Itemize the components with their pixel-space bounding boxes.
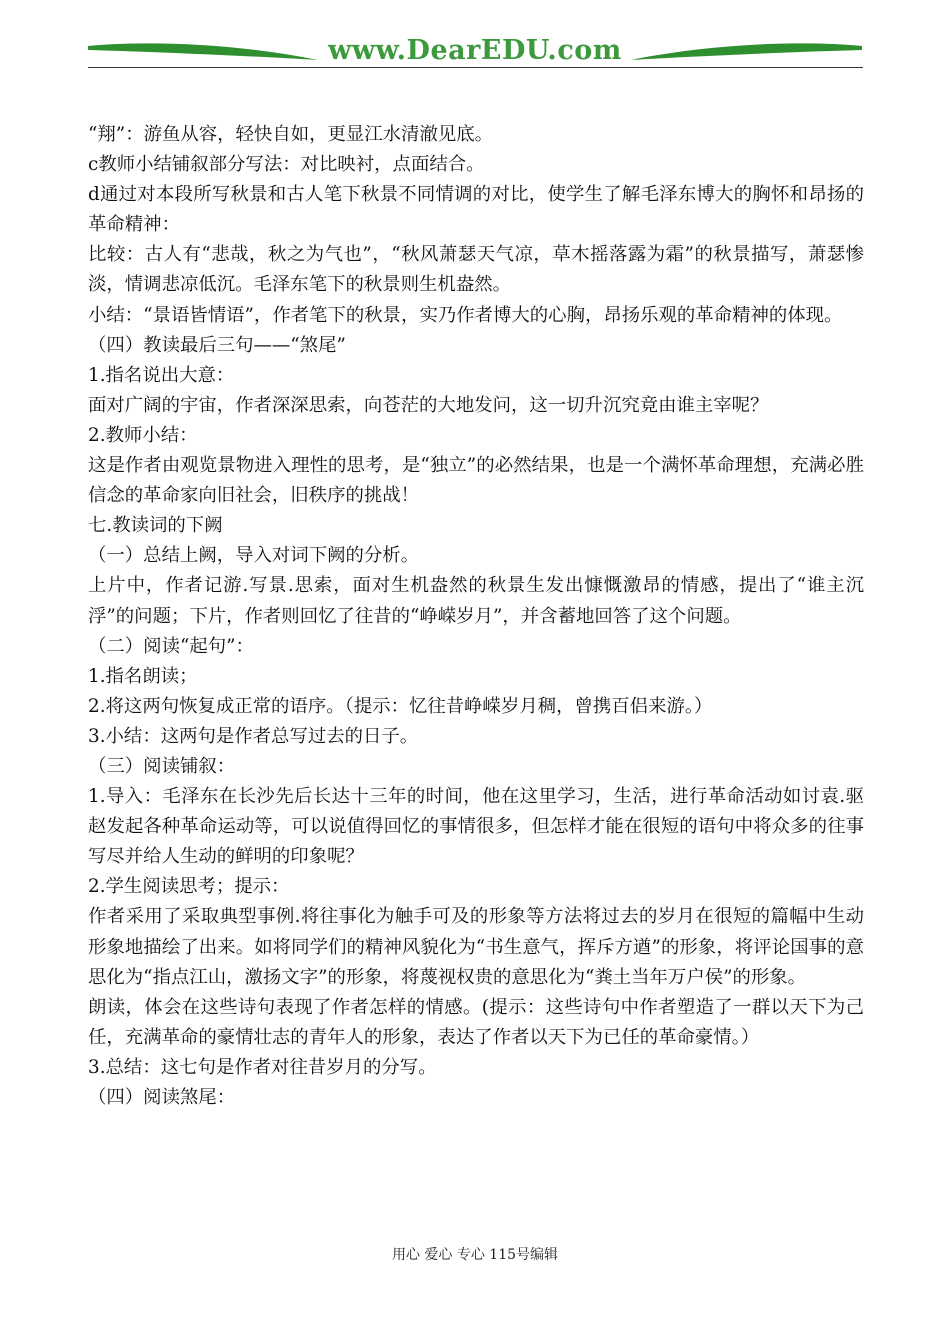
paragraph: 1.导入：毛泽东在长沙先后长达十三年的时间，他在这里学习，生活，进行革命活动如讨袁.驱赵发起各种革命运动等，可以说值得回忆的事情很多，但怎样才能在很短的语句中将众多的往事写尽并给人生动的鲜明的印象呢？ — [88, 786, 864, 868]
paragraph: 2.教师小结： — [88, 424, 198, 446]
paragraph: 2.将这两句恢复成正常的语序。（提示：忆往昔峥嵘岁月稠，曾携百侣来游。） — [88, 695, 713, 717]
paragraph: 小结：“景语皆情语”，作者笔下的秋景，实乃作者博大的心胸，昂扬乐观的革命精神的体现。 — [88, 304, 843, 326]
site-logo-text: www.DearEDU.com — [328, 35, 622, 66]
paragraph: 朗读，体会在这些诗句表现了作者怎样的情感。(提示：这些诗句中作者塑造了一群以天下为己任，充满革命的豪情壮志的青年人的形象，表达了作者以天下为已任的革命豪情。） — [88, 996, 864, 1048]
page-header — [0, 0, 950, 80]
paragraph: “翔”：游鱼从容，轻快自如，更显江水清澈见底。 — [88, 124, 494, 145]
section-heading: （四）阅读煞尾： — [88, 1087, 236, 1108]
section-heading: （一）总结上阙，导入对词下阙的分析。 — [88, 545, 420, 567]
paragraph: 这是作者由观览景物进入理性的思考，是“独立”的必然结果，也是一个满怀革命理想，充满必胜信念的革命家向旧社会，旧秩序的挑战！ — [88, 455, 864, 507]
paragraph: 比较：古人有“悲哉，秋之为气也”，“秋风萧瑟天气凉，草木摇落露为霜”的秋景描写，萧瑟惨淡，情调悲凉低沉。毛泽东笔下的秋景则生机盎然。 — [88, 244, 864, 296]
paragraph: 3.总结：这七句是作者对往昔岁月的分写。 — [88, 1056, 437, 1078]
paragraph: 1.指名朗读； — [88, 665, 198, 687]
page-footer: 用心 爱心 专心 115号编辑 — [391, 1247, 559, 1263]
paragraph: 1.指名说出大意： — [88, 364, 235, 386]
paragraph: d通过对本段所写秋景和古人笔下秋景不同情调的对比，使学生了解毛泽东博大的胸怀和昂扬的革命精神： — [88, 184, 864, 236]
paragraph: c教师小结铺叙部分写法：对比映衬，点面结合。 — [88, 154, 485, 176]
paragraph: 2.学生阅读思考；提示： — [88, 876, 290, 898]
document-body — [88, 120, 864, 1113]
header-rule — [88, 67, 863, 68]
paragraph: 面对广阔的宇宙，作者深深思索，向苍茫的大地发问，这一切升沉究竟由谁主宰呢？ — [88, 394, 769, 416]
section-heading: （三）阅读铺叙： — [88, 755, 236, 777]
paragraph: 上片中，作者记游.写景.思索，面对生机盎然的秋景生发出慷慨激昂的情感，提出了“谁主沉浮”的问题；下片，作者则回忆了往昔的“峥嵘岁月”，并含蓄地回答了这个问题。 — [88, 575, 864, 627]
section-heading: 七.教读词的下阙 — [88, 515, 223, 537]
paragraph: 3.小结：这两句是作者总写过去的日子。 — [88, 725, 419, 747]
section-heading: （二）阅读“起句”： — [88, 635, 254, 657]
section-heading: （四）教读最后三句——“煞尾” — [88, 334, 346, 356]
paragraph: 作者采用了采取典型事例.将往事化为触手可及的形象等方法将过去的岁月在很短的篇幅中生动形象地描绘了出来。如将同学们的精神风貌化为“书生意气，挥斥方遒”的形象，将评论国事的意思化为“指点江山，激扬文字”的形象，将蔑视权贵的意思化为“粪土当年万户侯”的形象。 — [88, 906, 864, 988]
